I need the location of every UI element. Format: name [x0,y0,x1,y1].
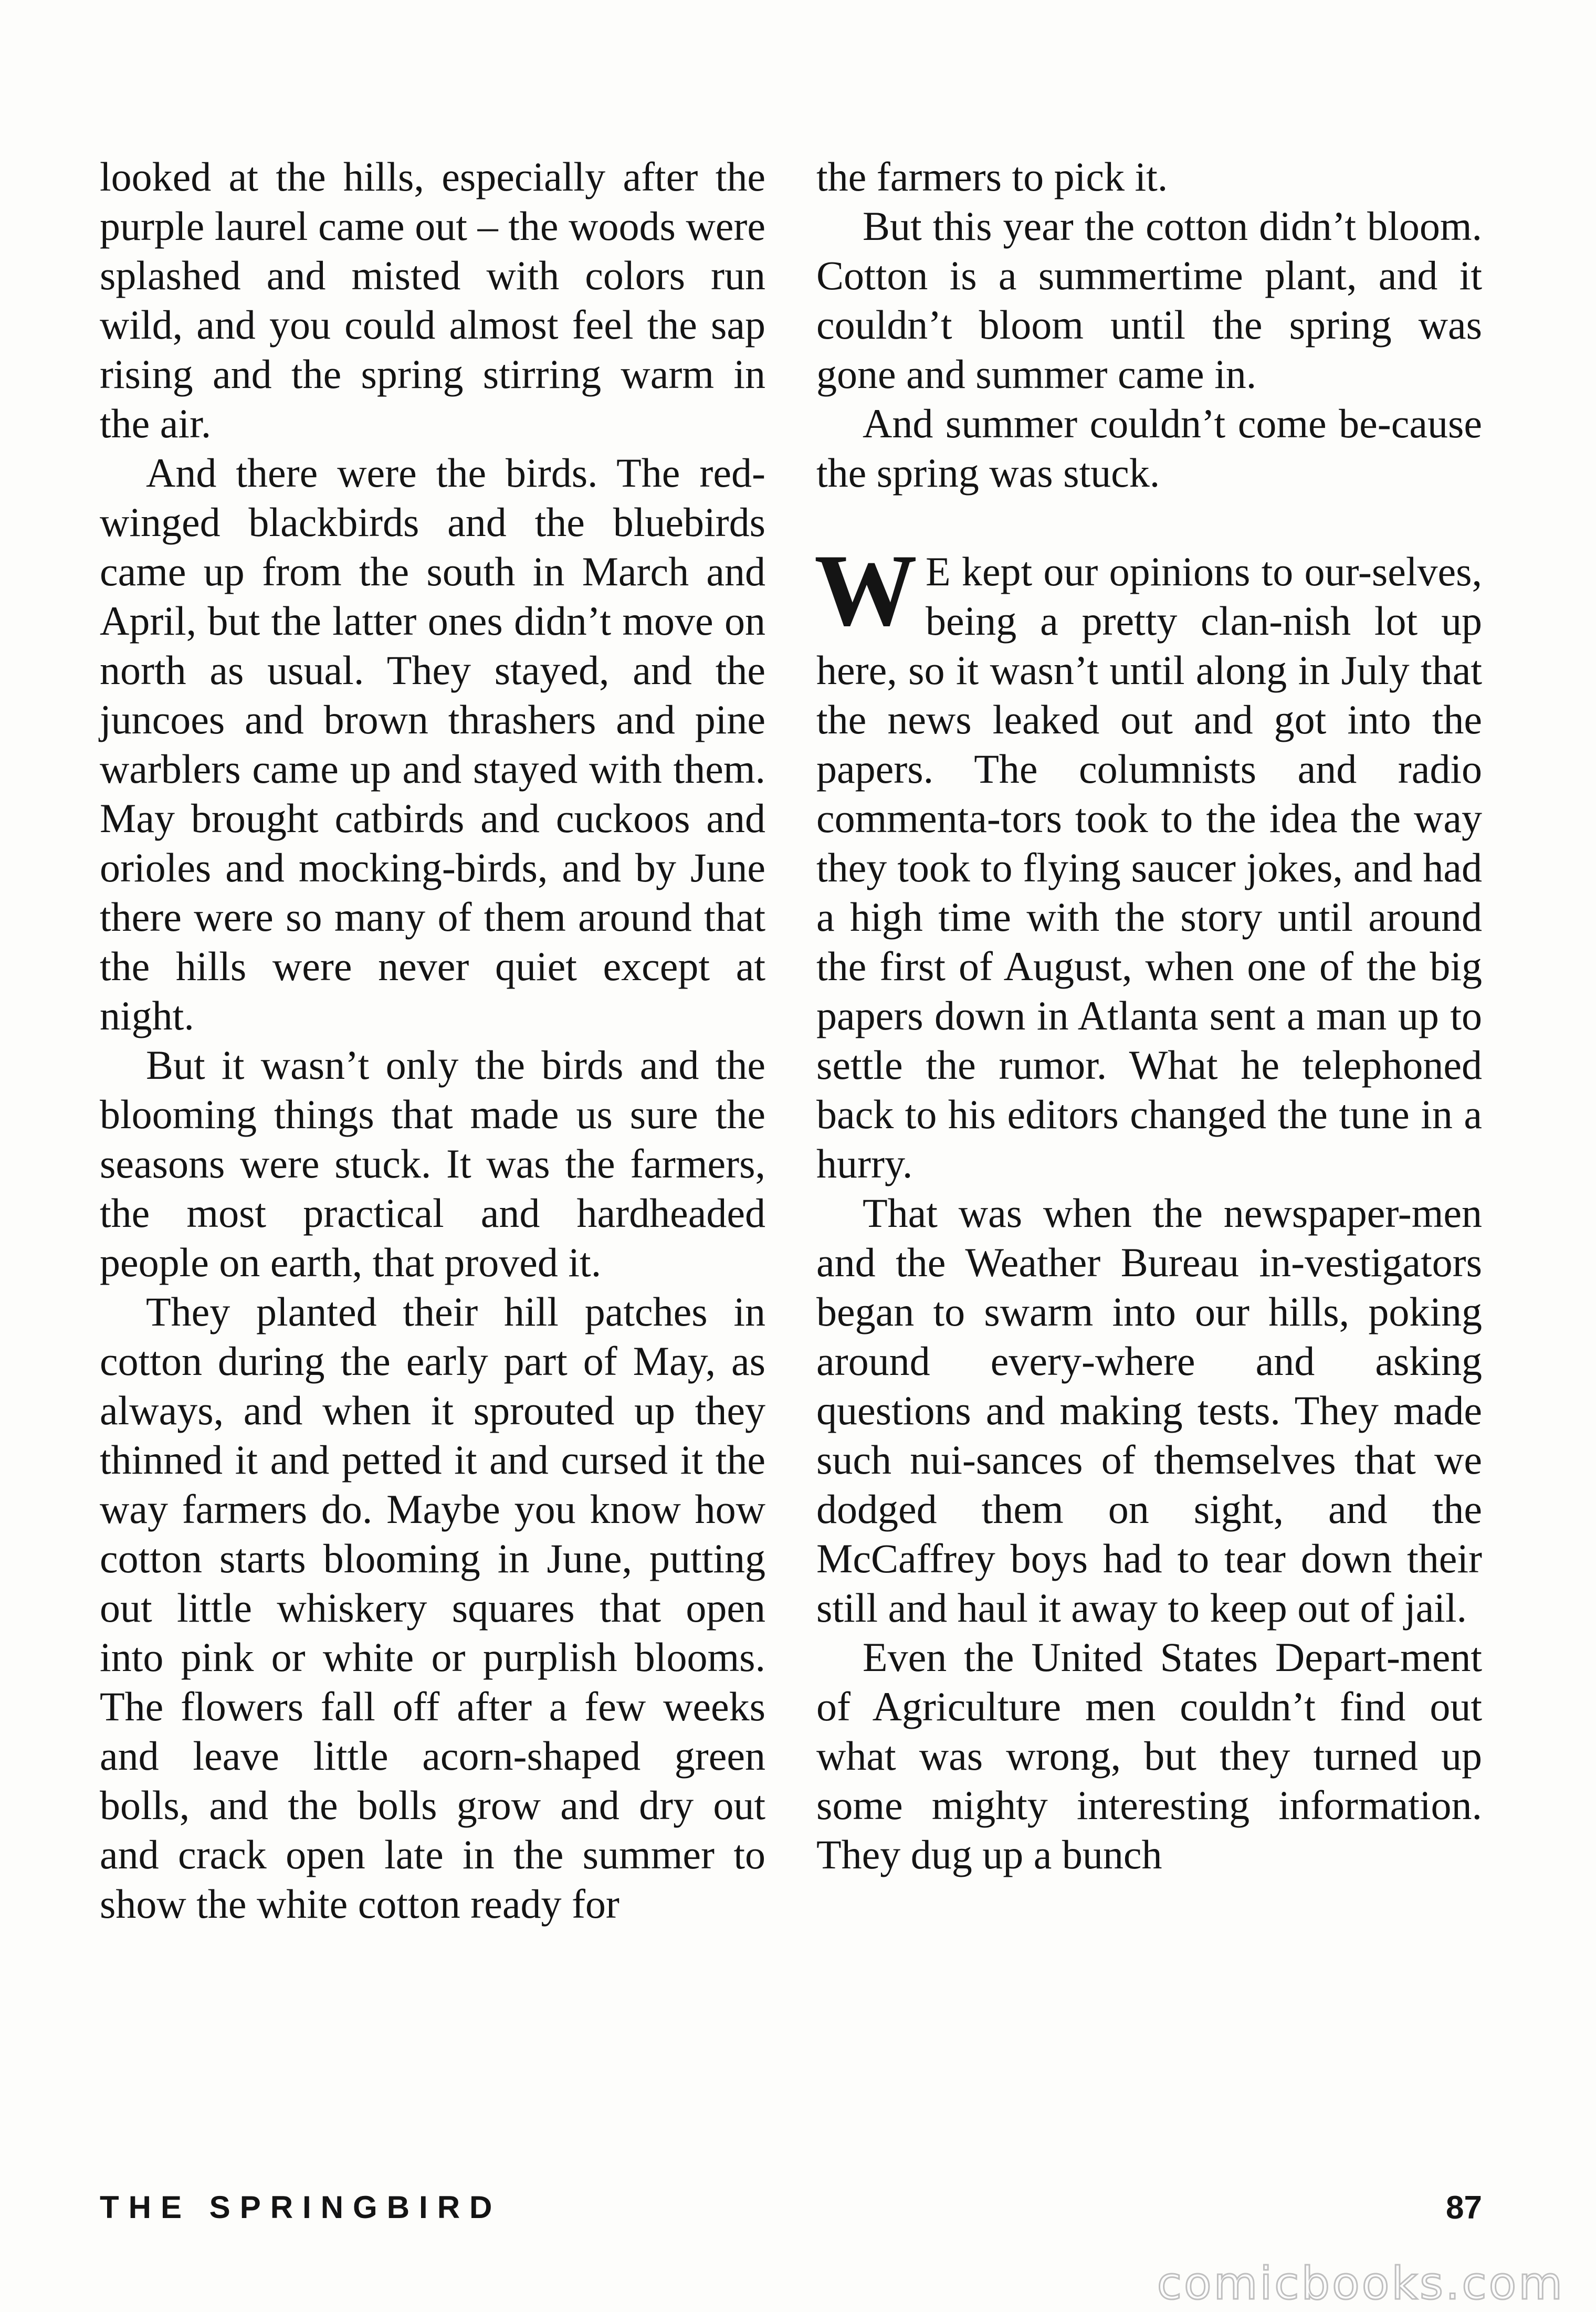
paragraph: But this year the cotton didn’t bloom. Cotton is a summertime plant, and it couldn’t bloom until the spring was gone and summer came in. [816,203,1482,397]
drop-cap: W [814,533,917,647]
text-column-left [100,152,765,1929]
watermark: comicbooks.com [1157,2257,1564,2310]
paragraph: Even the United States Depart-ment of Agriculture men couldn’t find out what was wrong, but they turned up some mighty interesting information. They dug up a bunch [816,1634,1482,1877]
paragraph: And there were the birds. The red-winged blackbirds and the bluebirds came up from the south in March and April, but the latter ones didn’t move on north as usual. They stayed, and the juncoes and brown thrashers and pine warblers came up and stayed with them. May brought catbirds and cuckoos and orioles and mocking-birds, and by June there were so many of them around that the hills were never quiet except at night. [100,450,765,1038]
running-title: THE SPRINGBIRD [100,2190,502,2225]
page-footer [100,2189,1482,2231]
section-opening-text: E kept our opinions to our-selves, being a pretty clan-nish lot up here, so it wasn’t until along in July that the news leaked out and got into the papers. The columnists and radio commenta-tors took to the idea the way they took to flying saucer jokes, and had a high time with the story until around the first of August, when one of the big papers down in Atlanta sent a man up to settle the rumor. What he telephoned back to his editors changed the tune in a hurry. [816,549,1482,1186]
section-opening-paragraph [814,533,1482,1189]
page-number: 87 [1446,2190,1482,2226]
paragraph: looked at the hills, especially after the purple laurel came out – the woods were splashed and misted with colors run wild, and you could almost feel the sap rising and the spring stirring warm in the air. [100,154,765,446]
text-column-right [816,152,1482,1879]
paragraph: But it wasn’t only the birds and the blooming things that made us sure the seasons were stuck. It was the farmers, the most practical and hardheaded people on earth, that proved it. [100,1042,765,1285]
paragraph: They planted their hill patches in cotton during the early part of May, as always, and when it sprouted up they thinned it and petted it and cursed it the way farmers do. Maybe you know how cotton starts blooming in June, putting out little whiskery squares that open into pink or white or purplish blooms. The flowers fall off after a few weeks and leave little acorn-shaped green bolls, and the bolls grow and dry out and crack open late in the summer to show the white cotton ready for [100,1289,765,1927]
paragraph: the farmers to pick it. [816,154,1168,199]
paragraph: And summer couldn’t come be-cause the spring was stuck. [816,401,1482,496]
paragraph: That was when the newspaper-men and the Weather Bureau in-vestigators began to swarm into our hills, poking around every-where and asking questions and making tests. They made such nui-sances of themselves that we dodged them on sight, and the McCaffrey boys had to tear down their still and haul it away to keep out of jail. [816,1190,1482,1631]
